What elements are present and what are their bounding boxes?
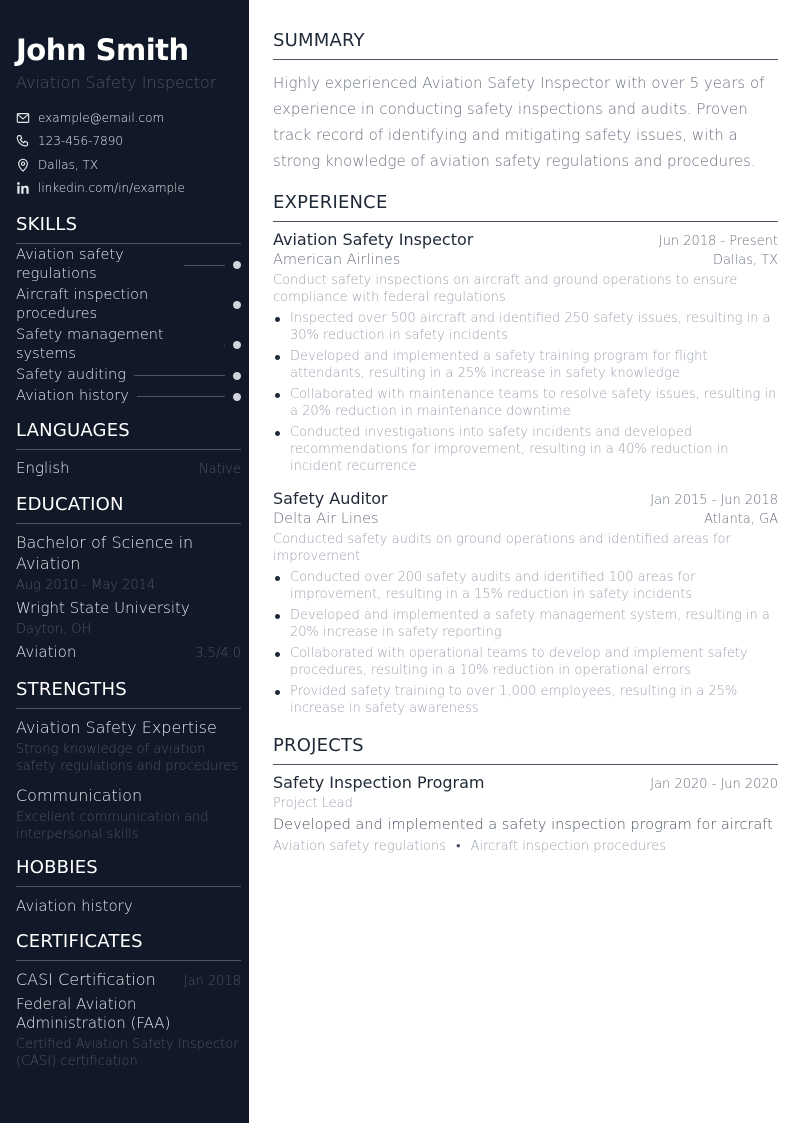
strength-item (16, 717, 241, 775)
job-location: Atlanta, GA (704, 512, 778, 527)
skill-item (16, 366, 241, 385)
skill-line (137, 396, 225, 397)
projects-section (273, 735, 778, 854)
project-dates: Jan 2020 - Jun 2020 (650, 777, 778, 792)
summary-heading: SUMMARY (273, 30, 778, 60)
certificate-description: Certified Aviation Safety Inspector (CASI) certification (16, 1037, 239, 1069)
education-degree: Bachelor of Science in Aviation (16, 533, 194, 573)
skills-section (16, 214, 241, 406)
education-dates: Aug 2010 - May 2014 (16, 578, 156, 593)
job-bullet: Conducted investigations into safety incidents and developed recommendations for improvement, resulting in a 40% reduction in incident recurrence (273, 424, 778, 475)
job-bullet: Collaborated with operational teams to develop and implement safety procedures, resulting in a 10% reduction in operational errors (273, 645, 778, 679)
skill-dot (233, 261, 241, 269)
job-bullets (273, 310, 778, 475)
education-gpa: 3.5/4.0 (195, 646, 241, 661)
strengths-section (16, 679, 241, 843)
contact-linkedin[interactable] (16, 177, 241, 201)
location-text: Dallas, TX (38, 157, 99, 172)
strength-description: Excellent communication and interpersonal skills (16, 810, 209, 842)
project-description: Developed and implemented a safety inspection program for aircraft (273, 817, 773, 833)
job-bullet: Developed and implemented a safety management system, resulting in a 20% increase in safety reporting (273, 607, 778, 641)
skills-heading: SKILLS (16, 214, 241, 244)
summary-text: Highly experienced Aviation Safety Inspector with over 5 years of experience in conducting safety inspections and audits. Proven track record of identifying and mitigating safety issues, with a strong knowledge of aviation safety regulations and procedures. (273, 74, 765, 170)
project-name: Safety Inspection Program (273, 773, 485, 792)
experience-item (273, 489, 778, 717)
job-location: Dallas, TX (712, 253, 778, 268)
contact-phone[interactable] (16, 130, 241, 154)
job-summary: Conduct safety inspections on aircraft and ground operations to ensure compliance with federal regulations (273, 273, 738, 305)
linkedin-text: linkedin.com/in/example (38, 181, 185, 196)
project-role: Project Lead (273, 796, 353, 811)
strengths-heading: STRENGTHS (16, 679, 241, 709)
skill-dot (233, 341, 241, 349)
job-summary: Conducted safety audits on ground operations and identified areas for improvement (273, 532, 731, 564)
job-dates: Jan 2015 - Jun 2018 (650, 493, 778, 508)
projects-heading: PROJECTS (273, 735, 778, 765)
languages-heading: LANGUAGES (16, 420, 241, 450)
main-content (273, 30, 778, 854)
sidebar (0, 0, 249, 1123)
job-company: Delta Air Lines (273, 511, 379, 527)
strength-title: Communication (16, 786, 143, 805)
language-item (16, 458, 241, 480)
contact-list (16, 106, 241, 200)
job-bullet: Inspected over 500 aircraft and identified 250 safety issues, resulting in a 30% reduction in safety incidents (273, 310, 778, 344)
job-dates: Jun 2018 - Present (658, 234, 778, 249)
linkedin-icon (16, 181, 30, 195)
job-company: American Airlines (273, 252, 401, 268)
skill-item (16, 387, 241, 406)
skill-line (224, 345, 225, 346)
certificates-heading: CERTIFICATES (16, 931, 241, 961)
summary-section (273, 30, 778, 174)
certificate-name: CASI Certification (16, 970, 156, 989)
mail-icon (16, 111, 30, 125)
job-bullet: Developed and implemented a safety training program for flight attendants, resulting in a 25% increase in safety knowledge (273, 348, 778, 382)
education-school: Wright State University (16, 599, 190, 617)
phone-icon (16, 134, 30, 148)
email-text: example@email.com (38, 110, 165, 125)
skill-name: Aircraft inspection procedures (16, 287, 149, 322)
language-name: English (16, 459, 70, 477)
experience-heading: EXPERIENCE (273, 192, 778, 222)
education-section (16, 494, 241, 665)
languages-section (16, 420, 241, 480)
skill-line (134, 375, 225, 376)
education-area: Aviation (16, 643, 77, 661)
project-keyword: Aviation safety regulations (273, 838, 447, 854)
map-pin-icon (16, 158, 30, 172)
certificate-header (16, 969, 241, 993)
candidate-name: John Smith (16, 33, 189, 67)
skill-dot (233, 393, 241, 401)
job-bullet: Conducted over 200 safety audits and identified 100 areas for improvement, resulting in a 15% reduction in safety incidents (273, 569, 778, 603)
candidate-title: Aviation Safety Inspector (16, 73, 217, 92)
language-level: Native (198, 462, 241, 477)
education-heading: EDUCATION (16, 494, 241, 524)
contact-email[interactable] (16, 106, 241, 130)
job-title: Safety Auditor (273, 489, 388, 508)
hobbies-heading: HOBBIES (16, 857, 241, 887)
experience-section (273, 192, 778, 717)
skill-name: Safety auditing (16, 367, 126, 383)
certificate-date: Jan 2018 (183, 974, 241, 989)
hobby-item: Aviation history (16, 897, 133, 915)
experience-item (273, 230, 778, 475)
skill-name: Aviation safety regulations (16, 247, 124, 282)
education-location: Dayton, OH (16, 622, 92, 637)
hobbies-section (16, 857, 241, 917)
contact-location (16, 153, 241, 177)
education-area-row (16, 641, 241, 665)
skill-item (16, 326, 241, 364)
keyword-separator: • (456, 839, 461, 854)
phone-text: 123-456-7890 (38, 134, 124, 149)
project-keywords (273, 838, 778, 854)
skill-line (184, 265, 225, 266)
skill-name: Aviation history (16, 388, 129, 404)
strength-title: Aviation Safety Expertise (16, 718, 217, 737)
project-keyword: Aircraft inspection procedures (470, 838, 666, 854)
skill-item (16, 286, 241, 324)
skill-item (16, 246, 241, 284)
skill-dot (233, 301, 241, 309)
job-bullet: Collaborated with maintenance teams to resolve safety issues, resulting in a 20% reduction in maintenance downtime (273, 386, 778, 420)
job-bullets (273, 569, 778, 717)
job-bullet: Provided safety training to over 1,000 employees, resulting in a 25% increase in safety awareness (273, 683, 778, 717)
skill-name: Safety management systems (16, 327, 164, 362)
certificates-section (16, 931, 241, 1070)
skill-dot (233, 372, 241, 380)
job-title: Aviation Safety Inspector (273, 230, 474, 249)
certificate-issuer: Federal Aviation Administration (FAA) (16, 995, 171, 1032)
strength-item (16, 785, 241, 843)
strength-description: Strong knowledge of aviation safety regulations and procedures (16, 742, 239, 774)
project-item (273, 773, 778, 854)
